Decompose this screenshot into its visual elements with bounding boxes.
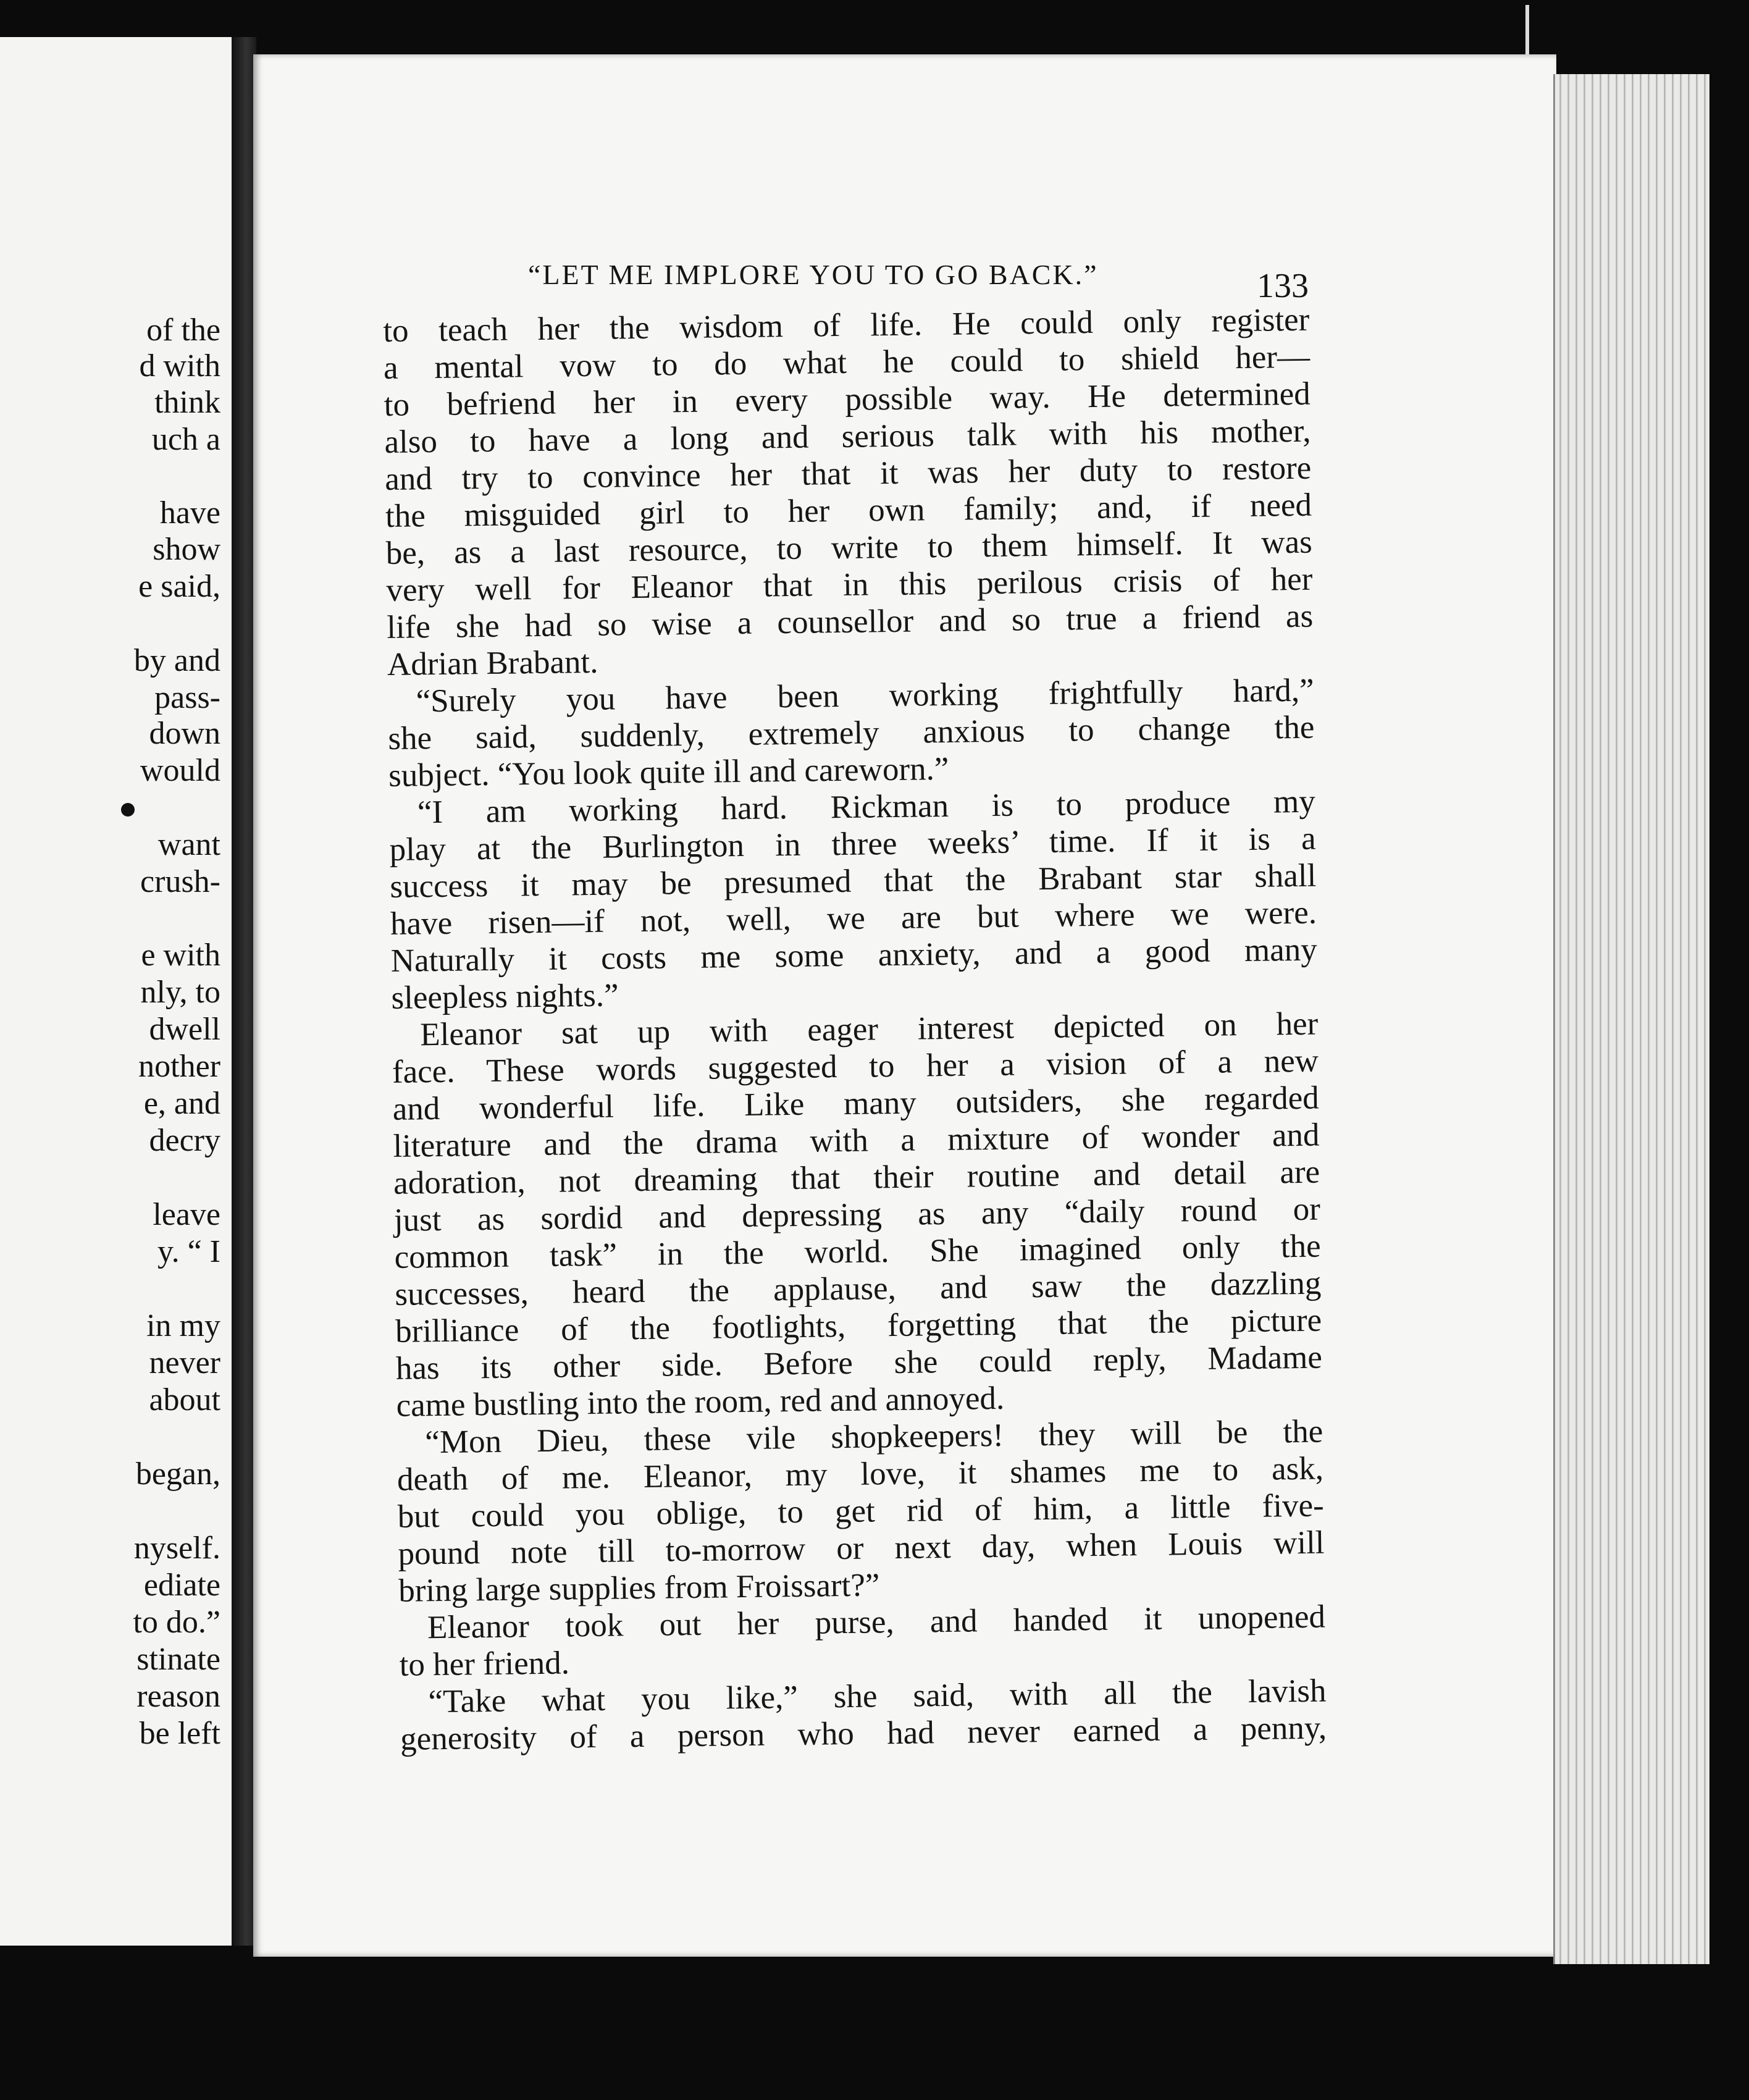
previous-page-line: ediate <box>143 1568 220 1603</box>
previous-page-line: down <box>149 716 220 751</box>
previous-page-line: d with <box>139 348 220 384</box>
text-line: to her friend. <box>399 1645 570 1683</box>
text-line: literature and the drama with a mixture of wonder and <box>393 1117 1320 1164</box>
text-line: life she had so wise a counsellor and so true a friend as <box>386 598 1314 645</box>
text-line: Adrian Brabant. <box>387 644 598 682</box>
text-line: she said, suddenly, extremely anxious to change the <box>388 709 1315 757</box>
text-line: pound note till to-morrow or next day, when Louis will <box>398 1524 1325 1572</box>
text-line: “I am working hard. Rickman is to produce my <box>417 783 1316 831</box>
previous-page-line: uch a <box>151 422 220 457</box>
text-line: subject. “You look quite ill and careworn.” <box>388 750 949 794</box>
text-line: has its other side. Before she could reply, Madame <box>395 1339 1323 1387</box>
text-line: just as sordid and depressing as any “daily round or <box>393 1191 1321 1238</box>
previous-page-line: stinate <box>136 1642 220 1677</box>
previous-page-line: e said, <box>138 569 220 604</box>
previous-page-line: of the <box>146 313 220 348</box>
text-line: success it may be presumed that the Brabant star shall <box>390 857 1317 905</box>
text-line: brilliance of the footlights, forgetting that the picture <box>395 1302 1322 1350</box>
previous-page-line: to do.” <box>133 1605 220 1640</box>
previous-page-line: reason <box>136 1679 220 1714</box>
previous-page-line: crush- <box>140 864 220 899</box>
text-line: and try to convince her that it was her duty to restore <box>384 450 1312 497</box>
text-line: have risen—if not, well, we are but where we were. <box>390 894 1317 942</box>
previous-page-line: would <box>140 753 220 788</box>
text-line: death of me. Eleanor, my love, it shames me to ask, <box>396 1450 1324 1498</box>
text-line: very well for Eleanor that in this perilous crisis of her <box>386 561 1313 608</box>
previous-page-line: e with <box>141 938 220 973</box>
text-line: sleepless nights.” <box>391 977 619 1016</box>
text-line: play at the Burlington in three weeks’ time. If it is a <box>389 820 1316 868</box>
text-line: came bustling into the room, red and annoyed. <box>396 1380 1005 1424</box>
previous-page-line: nother <box>138 1049 220 1084</box>
running-head: “LET ME IMPLORE YOU TO GO BACK.” <box>528 259 1099 290</box>
page-header <box>528 253 1319 296</box>
text-line: “Take what you like,” she said, with all the lavish <box>428 1673 1327 1720</box>
previous-page-line: nyself. <box>133 1531 220 1566</box>
book-gutter <box>232 37 256 1946</box>
previous-page-line: began, <box>135 1456 220 1492</box>
text-line: Eleanor sat up with eager interest depicted on her <box>419 1006 1319 1053</box>
body-text <box>383 301 1327 1758</box>
text-line: to befriend her in every possible way. He determined <box>384 376 1311 423</box>
previous-page-line: e, and <box>143 1086 220 1121</box>
previous-page-line: by and <box>133 643 220 678</box>
previous-page-line: want <box>157 827 220 862</box>
previous-page-line: be left <box>139 1716 220 1751</box>
text-line: but could you oblige, to get rid of him, a little five- <box>397 1487 1325 1535</box>
text-line: also to have a long and serious talk with his mother, <box>384 413 1311 460</box>
text-line: Naturally it costs me some anxiety, and a good many <box>390 931 1318 979</box>
text-line: Eleanor took out her purse, and handed it unopened <box>427 1598 1326 1646</box>
text-line: “Mon Dieu, these vile shopkeepers! they will be the <box>424 1413 1323 1461</box>
text-line: successes, heard the applause, and saw the dazzling <box>395 1265 1322 1312</box>
previous-page-line: pass- <box>154 680 220 715</box>
previous-page-line: y. “ I <box>157 1234 220 1269</box>
previous-page-line: dwell <box>149 1012 220 1047</box>
previous-page-line: think <box>154 385 220 420</box>
scan-mark <box>1525 5 1529 54</box>
text-line: common task” in the world. She imagined only the <box>394 1228 1321 1275</box>
text-line: be, as a last resource, to write to them himself. It was <box>385 524 1313 571</box>
previous-page-line: decry <box>149 1123 220 1158</box>
previous-page-line: show <box>153 532 220 567</box>
text-line: the misguided girl to her own family; and, if need <box>385 487 1312 534</box>
page-edges <box>1553 74 1709 1964</box>
page-number: 133 <box>1257 267 1309 305</box>
margin-mark <box>121 803 135 817</box>
text-line: and wonderful life. Like many outsiders, she regarded <box>392 1080 1320 1127</box>
previous-page <box>0 37 237 1946</box>
previous-page-line: nly, to <box>140 975 220 1010</box>
text-line: “Surely you have been working frightfully hard,” <box>416 672 1314 720</box>
text-line: a mental vow to do what he could to shield her— <box>383 338 1311 386</box>
previous-page-line: in my <box>146 1308 220 1343</box>
previous-page-line: leave <box>153 1197 220 1232</box>
text-line: bring large supplies from Froissart?” <box>398 1567 880 1609</box>
text-line: face. These words suggested to her a vision of a new <box>392 1043 1319 1090</box>
text-line: to teach her the wisdom of life. He could only register <box>383 301 1310 349</box>
previous-page-line: never <box>149 1345 220 1380</box>
previous-page-line: about <box>149 1382 220 1418</box>
text-line: generosity of a person who had never earned a penny, <box>400 1710 1327 1757</box>
text-line: adoration, not dreaming that their routine and detail are <box>393 1154 1320 1201</box>
previous-page-line: have <box>159 495 220 531</box>
